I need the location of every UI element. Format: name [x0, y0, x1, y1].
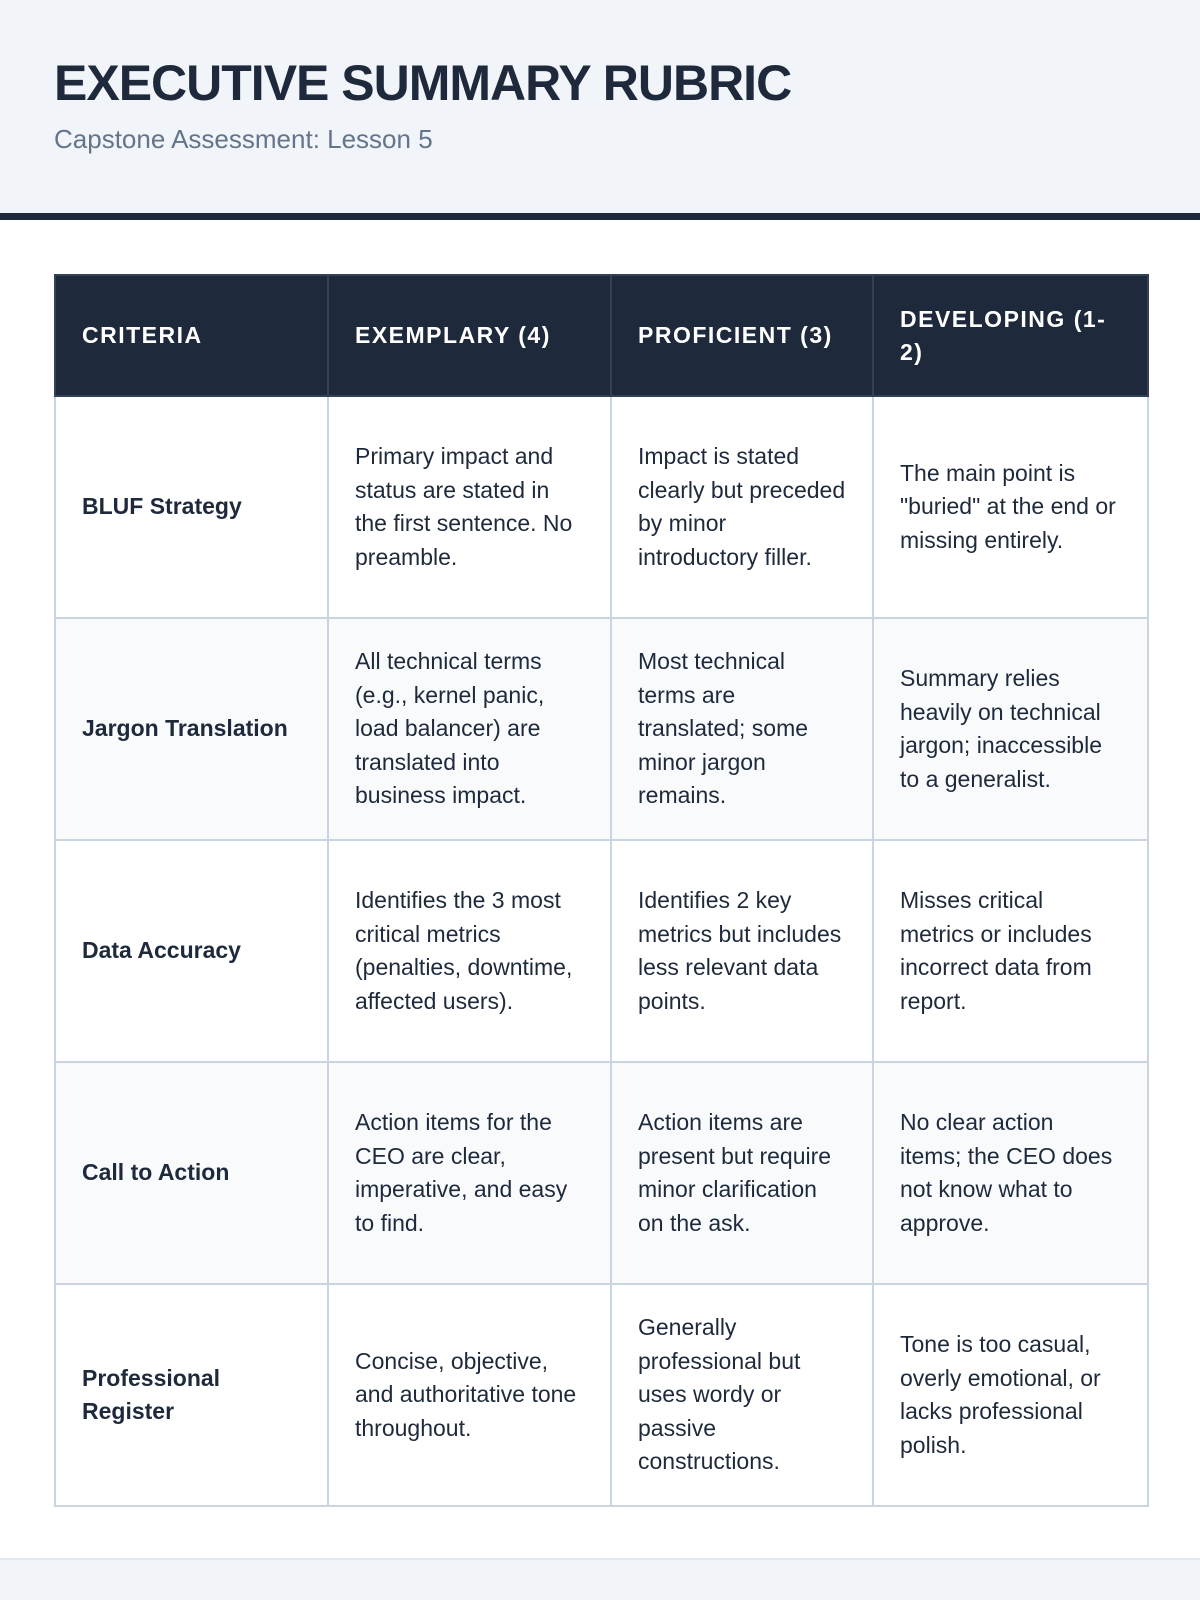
table-header-row [55, 275, 1148, 396]
exemplary-cell: Primary impact and status are stated in the first sentence. No preamble. [328, 396, 611, 618]
exemplary-cell: Identifies the 3 most critical metrics (penalties, downtime, affected users). [328, 840, 611, 1062]
developing-cell: No clear action items; the CEO does not know what to approve. [873, 1062, 1148, 1284]
page-header [0, 0, 1200, 220]
criteria-cell: Professional Register [55, 1284, 328, 1506]
criteria-cell: Jargon Translation [55, 618, 328, 840]
proficient-cell: Generally professional but uses wordy or passive constructions. [611, 1284, 873, 1506]
column-header-exemplary: EXEMPLARY (4) [328, 275, 611, 396]
developing-cell: Summary relies heavily on technical jargon; inaccessible to a generalist. [873, 618, 1148, 840]
table-row [55, 1062, 1148, 1284]
exemplary-cell: Concise, objective, and authoritative tone throughout. [328, 1284, 611, 1506]
exemplary-cell: All technical terms (e.g., kernel panic, load balancer) are translated into business impact. [328, 618, 611, 840]
criteria-cell: BLUF Strategy [55, 396, 328, 618]
column-header-criteria: CRITERIA [55, 275, 328, 396]
page-title: EXECUTIVE SUMMARY RUBRIC [54, 55, 792, 111]
column-header-developing: DEVELOPING (1-2) [873, 275, 1148, 396]
criteria-cell: Data Accuracy [55, 840, 328, 1062]
proficient-cell: Identifies 2 key metrics but includes less relevant data points. [611, 840, 873, 1062]
footer-band [0, 1558, 1200, 1600]
rubric-table [54, 274, 1149, 1507]
column-header-proficient: PROFICIENT (3) [611, 275, 873, 396]
developing-cell: Misses critical metrics or includes incorrect data from report. [873, 840, 1148, 1062]
proficient-cell: Most technical terms are translated; some minor jargon remains. [611, 618, 873, 840]
exemplary-cell: Action items for the CEO are clear, imperative, and easy to find. [328, 1062, 611, 1284]
proficient-cell: Impact is stated clearly but preceded by minor introductory filler. [611, 396, 873, 618]
table-row [55, 396, 1148, 618]
developing-cell: The main point is "buried" at the end or missing entirely. [873, 396, 1148, 618]
criteria-cell: Call to Action [55, 1062, 328, 1284]
page-subtitle: Capstone Assessment: Lesson 5 [54, 124, 433, 154]
table-row [55, 618, 1148, 840]
developing-cell: Tone is too casual, overly emotional, or lacks professional polish. [873, 1284, 1148, 1506]
table-row [55, 1284, 1148, 1506]
table-row [55, 840, 1148, 1062]
proficient-cell: Action items are present but require minor clarification on the ask. [611, 1062, 873, 1284]
